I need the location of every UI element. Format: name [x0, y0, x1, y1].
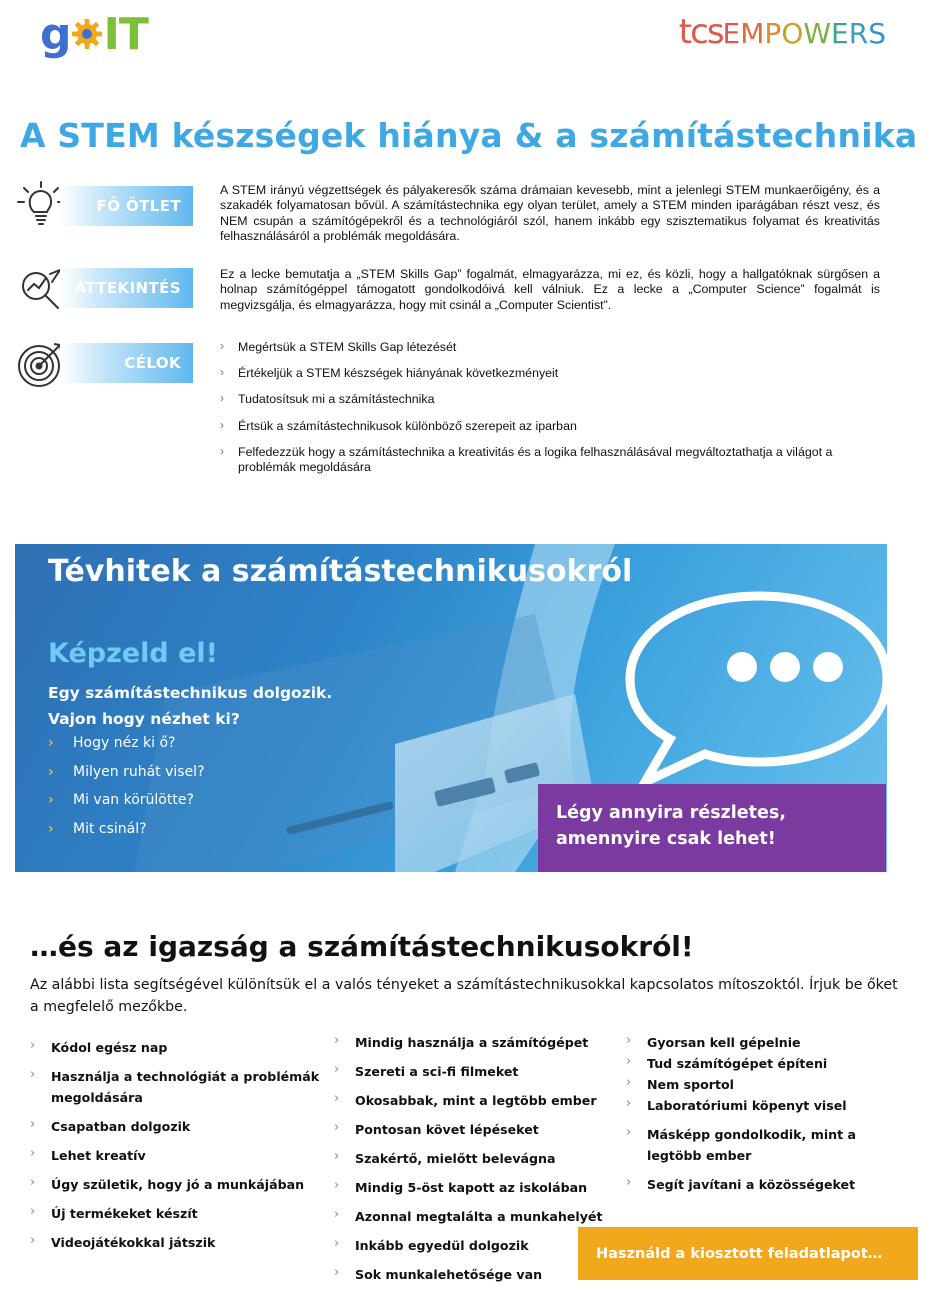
banner-subtitle: Képzeld el!	[48, 638, 218, 669]
banner-note-box	[538, 784, 886, 872]
statement-item: › Pontosan követ lépéseket	[334, 1119, 614, 1140]
banner-question: › Mit csinál?	[48, 820, 147, 837]
statement-item: › Csapatban dolgozik	[30, 1116, 330, 1137]
chevron-right-icon: ›	[30, 1038, 36, 1053]
statements-column-3	[626, 1032, 906, 1203]
tcs-logo-empowers	[723, 17, 886, 50]
chevron-right-icon: ›	[220, 443, 224, 458]
banner-lead-line: Vajon hogy nézhet ki?	[48, 710, 240, 728]
statement-item: › Azonnal megtalálta a munkahelyét	[334, 1206, 614, 1227]
banner-question: › Hogy néz ki ő?	[48, 735, 176, 751]
statement-item: › Lehet kreatív	[30, 1145, 330, 1166]
tcs-logo-letter: E	[722, 17, 741, 50]
goit-logo-g: g	[40, 8, 70, 60]
statement-item: › Mindig használja a számítógépet	[334, 1032, 614, 1053]
chevron-right-icon: ›	[30, 1146, 36, 1161]
banner-question: › Mi van körülötte?	[48, 792, 194, 808]
chevron-right-icon: ›	[626, 1125, 632, 1140]
chevron-right-icon: ›	[220, 365, 224, 380]
banner-questions	[48, 733, 205, 847]
statement-item: › Mindig 5-öst kapott az iskolában	[334, 1177, 614, 1198]
statements-column-1	[30, 1037, 330, 1261]
tcs-logo-letter: P	[764, 17, 782, 50]
statement-item: › Tud számítógépet építeni	[626, 1053, 906, 1074]
misconceptions-banner	[15, 544, 887, 872]
truth-description: Az alábbi lista segítségével különítsük el a valós tényeket a számítástechnikusokkal kapcsolatos mítoszoktól. Írjuk be őket a megfelelő mezőkbe.	[30, 977, 898, 1015]
goal-item: › Megértsük a STEM Skills Gap létezését	[220, 339, 457, 354]
goit-logo	[40, 10, 148, 58]
chevron-right-icon: ›	[334, 1062, 340, 1077]
gear-icon	[71, 18, 103, 50]
chevron-right-icon: ›	[626, 1075, 632, 1090]
chevron-right-icon: ›	[48, 763, 54, 780]
chevron-right-icon: ›	[48, 820, 54, 837]
chevron-right-icon: ›	[334, 1265, 340, 1280]
goal-item: › Felfedezzük hogy a számítástechnika a kreativitás és a logika felhasználásával megváltoztathatja a világot a problémák megoldására	[220, 443, 833, 475]
chevron-right-icon: ›	[626, 1175, 632, 1190]
tcs-logo-letter: R	[848, 17, 869, 50]
chevron-right-icon: ›	[626, 1096, 632, 1111]
statement-item: › Szereti a sci-fi filmeket	[334, 1061, 614, 1082]
statement-item: › Laboratóriumi köpenyt visel	[626, 1095, 906, 1116]
statement-item: › Úgy születik, hogy jó a munkájában	[30, 1174, 330, 1195]
chevron-right-icon: ›	[334, 1149, 340, 1164]
chevron-right-icon: ›	[220, 339, 224, 353]
chevron-right-icon: ›	[30, 1175, 36, 1190]
speech-bubble-icon	[630, 596, 887, 782]
section-label-main-idea: FŐ ÖTLET	[60, 186, 193, 226]
tcs-logo-letter: M	[740, 17, 765, 50]
chevron-right-icon: ›	[334, 1207, 340, 1222]
banner-note-line: Légy annyira részletes,	[556, 803, 786, 823]
statement-item: › Használja a technológiát a problémák megoldására	[30, 1066, 330, 1108]
chevron-right-icon: ›	[334, 1033, 340, 1048]
statement-item: › Videojátékokkal játszik	[30, 1232, 330, 1253]
statement-item: › Okosabbak, mint a legtöbb ember	[334, 1090, 614, 1111]
chevron-right-icon: ›	[30, 1233, 36, 1248]
page-title: A STEM készségek hiánya & a számítástechnika	[20, 116, 918, 155]
chevron-right-icon: ›	[626, 1054, 632, 1069]
chevron-right-icon: ›	[334, 1120, 340, 1135]
chevron-right-icon: ›	[220, 417, 224, 432]
banner-question: › Milyen ruhát visel?	[48, 763, 205, 780]
section-label-overview: ÁTTEKINTÉS	[60, 268, 193, 308]
statements-column-2	[334, 1032, 614, 1293]
statement-item: › Új termékeket készít	[30, 1203, 330, 1224]
chevron-right-icon: ›	[334, 1091, 340, 1106]
tcs-logo-letter: S	[868, 17, 886, 50]
truth-title: …és az igazság a számítástechnikusokról!	[30, 930, 694, 963]
statement-item: › Kódol egész nap	[30, 1037, 330, 1058]
banner-lead-line: Egy számítástechnikus dolgozik.	[48, 684, 333, 702]
statement-item: › Szakértő, mielőtt belevágna	[334, 1148, 614, 1169]
overview-text: Ez a lecke bemutatja a „STEM Skills Gap” fogalmát, elmagyarázza, mi ez, és közli, hogy a hallgatóknak sürgősen a holnap számítógéppel támogatott gondolkodóivá kell válniuk. Ez a lecke a „Computer Science” fogalmát is megvizsgálja, és elmagyarázza, hogy mit csinál a „Computer Scientist”.	[220, 267, 880, 312]
use-worksheet-callout: Használd a kiosztott feladatlapot…	[578, 1227, 918, 1280]
main-idea-text: A STEM irányú végzettségek és pályakeresők száma drámaian kevesebb, mint a jelenlegi STEM munkaerőigény, és a szakadék folyamatosan bővül. A számítástechnika egy olyan terület, amely a STEM minden iparágában részt vesz, és NEM csupán a számítógépekről és a technológiáról szól, hanem inkább egy szisztematikus folyamat és kreativitás felhasználásáról a problémák megoldására.	[220, 183, 880, 244]
tcs-logo-letter: O	[781, 17, 804, 50]
chevron-right-icon: ›	[626, 1033, 632, 1048]
tcs-logo-letter: E	[831, 17, 849, 50]
chevron-right-icon: ›	[30, 1204, 36, 1219]
statement-item: › Másképp gondolkodik, mint a legtöbb ember	[626, 1124, 906, 1166]
statement-item: › Gyorsan kell gépelnie	[626, 1032, 906, 1053]
goal-item: › Értékeljük a STEM készségek hiányának következményeit	[220, 365, 559, 381]
chevron-right-icon: ›	[30, 1117, 36, 1132]
banner-lead	[48, 680, 332, 732]
chevron-right-icon: ›	[220, 391, 224, 406]
section-label-goals: CÉLOK	[60, 343, 193, 383]
goit-logo-it: IT	[103, 8, 148, 60]
chevron-right-icon: ›	[30, 1067, 36, 1082]
chevron-right-icon: ›	[48, 792, 54, 808]
statement-item: › Inkább egyedül dolgozik	[334, 1235, 614, 1256]
statement-item: › Nem sportol	[626, 1074, 906, 1095]
chevron-right-icon: ›	[334, 1178, 340, 1193]
goals-list	[220, 340, 880, 486]
tcs-logo-tcs: tcs	[678, 12, 723, 52]
statement-item: › Sok munkalehetősége van	[334, 1264, 614, 1285]
banner-title: Tévhitek a számítástechnikusokról	[48, 554, 633, 589]
statement-item: › Segít javítani a közösségeket	[626, 1174, 906, 1195]
chevron-right-icon: ›	[48, 735, 54, 751]
banner-note-line: amennyire csak lehet!	[556, 829, 776, 849]
tcs-empowers-logo	[679, 12, 886, 52]
goal-item: › Tudatosítsuk mi a számítástechnika	[220, 391, 435, 407]
chevron-right-icon: ›	[334, 1236, 340, 1251]
tcs-logo-letter: W	[803, 17, 832, 50]
goal-item: › Értsük a számítástechnikusok különböző szerepeit az iparban	[220, 417, 577, 433]
